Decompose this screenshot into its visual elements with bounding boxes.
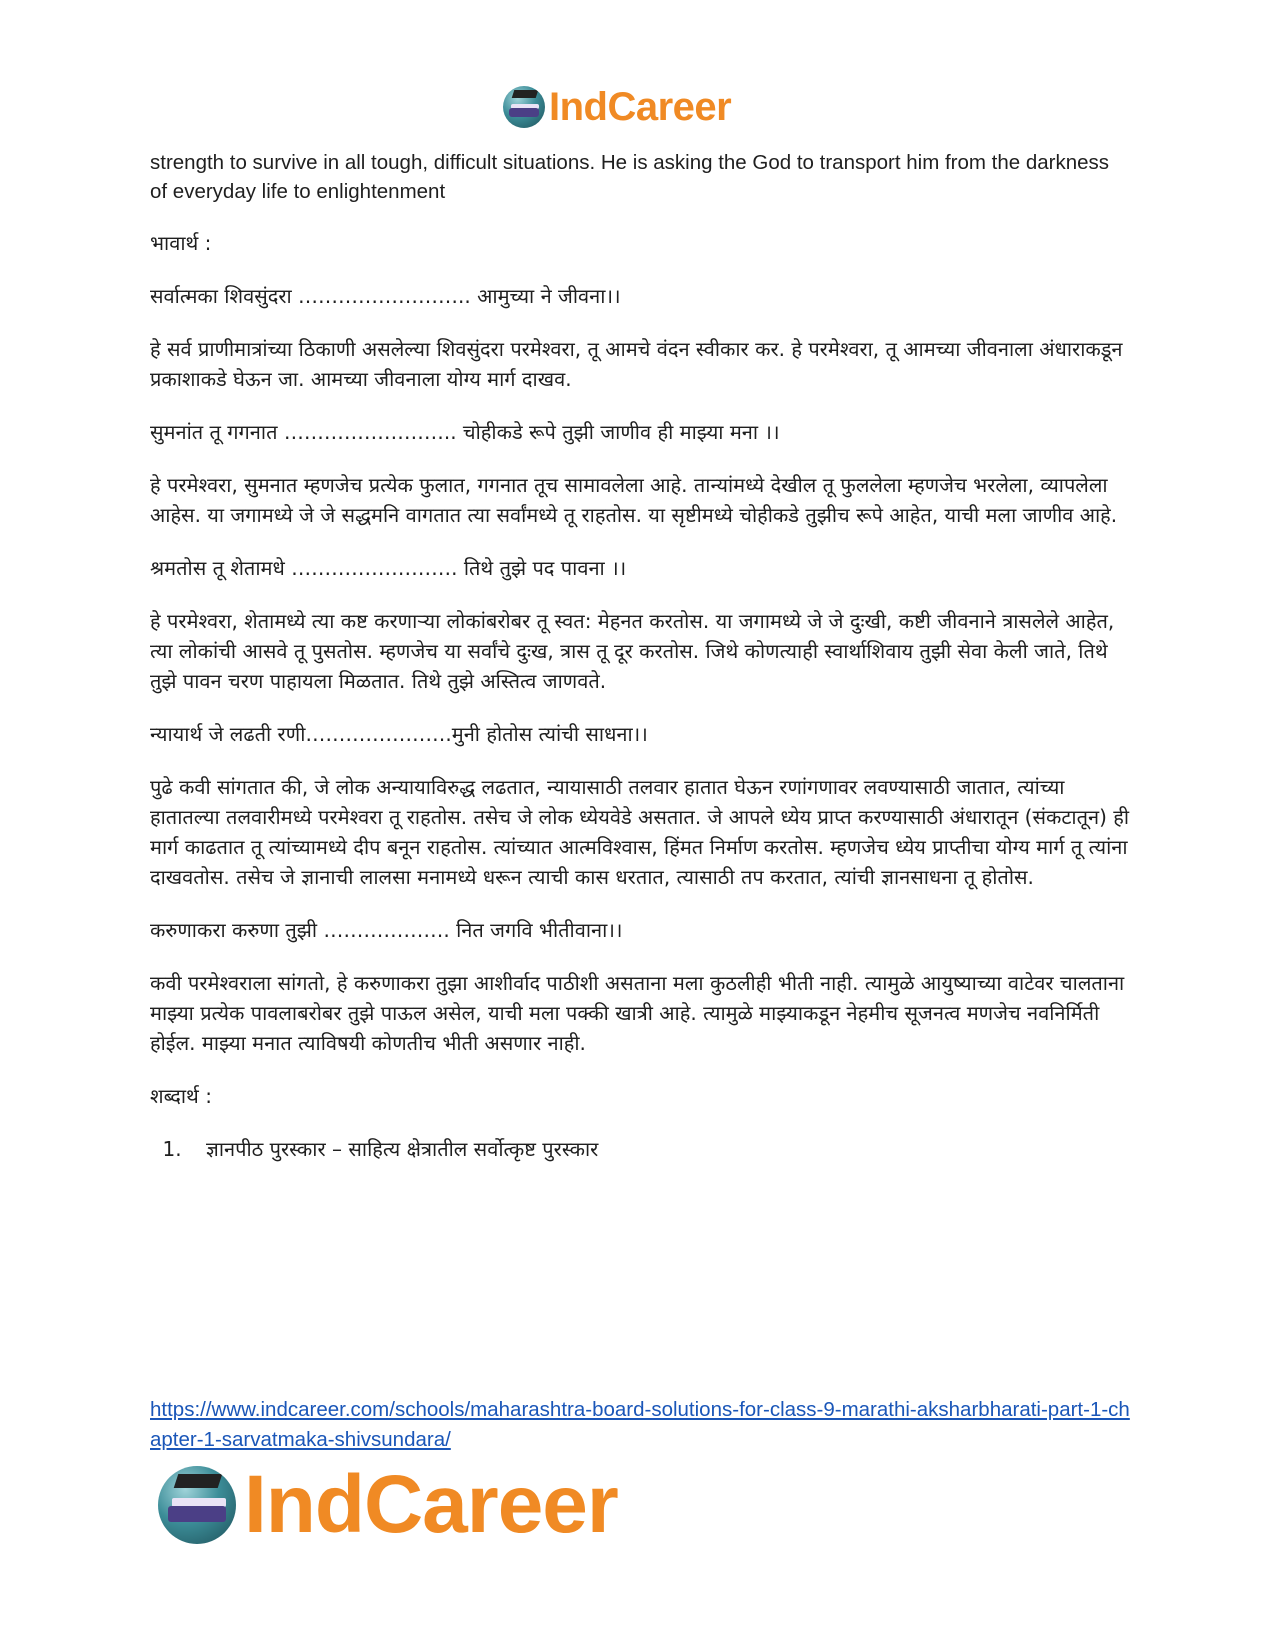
verse-4: न्यायार्थ जे लढती रणी………………….मुनी होतोस त्यांची साधना।। — [150, 722, 648, 746]
graduation-globe-icon — [158, 1466, 236, 1544]
verse-1: सर्वात्मका शिवसुंदरा …………………….. आमुच्या ने जीवना।। — [150, 284, 621, 308]
graduation-globe-icon — [503, 86, 545, 128]
list-item: 1. ज्ञानपीठ पुरस्कार – साहित्य क्षेत्रातील सर्वोत्कृष्ट पुरस्कार — [188, 1134, 1130, 1164]
verse-5: करुणाकरा करुणा तुझी ………………. नित जगवि भीतीवाना।। — [150, 918, 623, 942]
header-logo-text: IndCareer — [549, 85, 732, 129]
source-url-link[interactable]: https://www.indcareer.com/schools/maharashtra-board-solutions-for-class-9-marathi-aksharbharati-part-1-chapter-1-sarvatmaka-shivsundara/ — [150, 1398, 1130, 1451]
paragraph-1: हे सर्व प्राणीमात्रांच्या ठिकाणी असलेल्या शिवसुंदरा परमेश्वरा, तू आमचे वंदन स्वीकार कर. हे परमेश्वरा, तू आमच्या जीवनाला अंधाराकडून प्रकाशाकडे घेऊन जा. आमच्या जीवनाला योग्य मार्ग दाखव. — [150, 337, 1123, 391]
paragraph-4: पुढे कवी सांगतात की, जे लोक अन्यायाविरुद्ध लढतात, न्यायासाठी तलवार हातात घेऊन रणांगणावर लवण्यासाठी जातात, त्यांच्या हातातल्या तलवारीमध्ये परमेश्वरा तू राहतोस. तसेच जे लोक ध्येयवेडे असतात. जे आपले ध्येय प्राप्त करण्यासाठी अंधारातून (संकटातून) ही मार्ग काढतात तू त्यांच्यामध्ये दीप बनून राहतोस. त्यांच्यात आत्मविश्वास, हिंमत निर्माण करतोस. म्हणजेच ध्येय प्राप्तीचा योग्य मार्ग तू त्यांना दाखवतोस. तसेच जे ज्ञानाची लालसा मनामध्ये धरून त्याची कास धरतात, त्यासाठी तप करतात, त्यांची ज्ञानसाधना तू होतोस. — [150, 775, 1130, 889]
word-meaning-list — [150, 1134, 1130, 1164]
shabdarth-heading: शब्दार्थ : — [150, 1084, 212, 1108]
paragraph-3: हे परमेश्वरा, शेतामध्ये त्या कष्ट करणाऱ्या लोकांबरोबर तू स्वत: मेहनत करतोस. या जगामध्ये जे जे दुःखी, कष्टी जीवनाने त्रासलेले आहेत, त्या लोकांची आसवे तू पुसतोस. म्हणजेच या सर्वांचे दुःख, त्रास तू दूर करतोस. जिथे कोणत्याही स्वार्थाशिवाय तुझी सेवा केली जाते, तिथे तुझे पावन चरण पाहायला मिळतात. तिथे तुझे अस्तित्व जाणवते. — [150, 609, 1115, 693]
paragraph-5: कवी परमेश्वराला सांगतो, हे करुणाकरा तुझा आशीर्वाद पाठीशी असताना मला कुठलीही भीती नाही. त्यामुळे आयुष्याच्या वाटेवर चालताना माझ्या प्रत्येक पावलाबरोबर तुझे पाऊल असेल, याची मला पक्की खात्री आहे. त्यामुळे माझ्याकडून नेहमीच सूजनत्व मणजेच नवनिर्मिती होईल. माझ्या मनात त्याविषयी कोणतीच भीती असणार नाही. — [150, 971, 1125, 1055]
paragraph-2: हे परमेश्वरा, सुमनात म्हणजेच प्रत्येक फुलात, गगनात तूच सामावलेला आहे. तान्यांमध्ये देखील तू फुललेला म्हणजेच भरलेला, व्यापलेला आहेस. या जगामध्ये जे जे सद्धमनि वागतात त्या सर्वांमध्ये तू राहतोस. या सृष्टीमध्ये चोहीकडे तुझीच रूपे आहेत, याची मला जाणीव आहे. — [150, 473, 1118, 527]
document-body — [150, 148, 1130, 1164]
footer-logo — [158, 1460, 618, 1550]
verse-2: सुमनांत तू गगनात …………………….. चोहीकडे रूपे तुझी जाणीव ही माझ्या मना ।। — [150, 420, 780, 444]
verse-3: श्रमतोस तू शेतामधे ……………………. तिथे तुझे पद पावना ।। — [150, 556, 627, 580]
english-paragraph: strength to survive in all tough, difficult situations. He is asking the God to transport him from the darkness of everyday life to enlightenment — [150, 151, 1110, 203]
header-logo — [503, 82, 731, 132]
footer-logo-text: IndCareer — [244, 1459, 618, 1550]
bhavarth-heading: भावार्थ : — [150, 231, 212, 255]
